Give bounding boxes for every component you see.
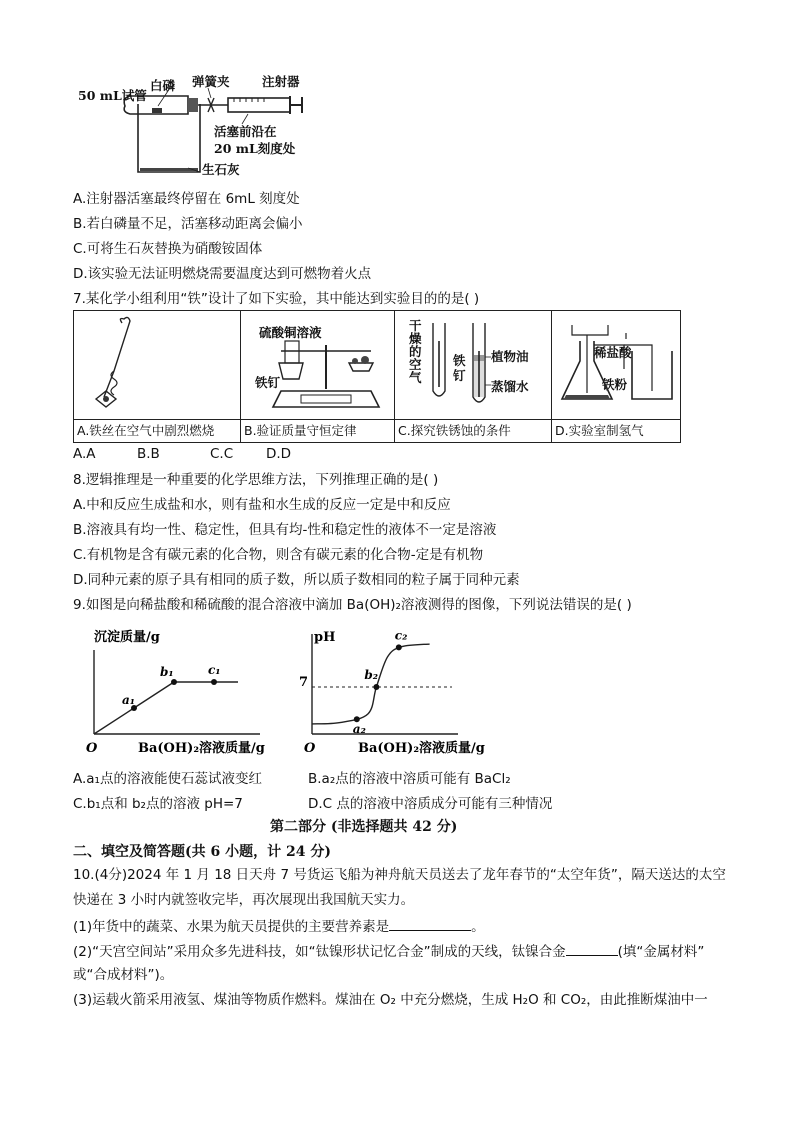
chart2-point-label-2: b₂ [364, 668, 379, 682]
q7-caption-d: D.实验室制氢气 [552, 420, 681, 443]
chart1-origin: O [86, 741, 98, 756]
q7-experiment-table [73, 310, 681, 443]
chart2-point-3 [396, 644, 402, 650]
q7-caption-b: B.验证质量守恒定律 [241, 420, 395, 443]
ph-chart [296, 622, 496, 760]
part2-heading: 第二部分 (非选择题共 42 分) [270, 819, 458, 835]
hydrogen-setup-figure [552, 311, 680, 415]
q7-option-a: A.A [73, 446, 96, 462]
q7-cell-a-figure [74, 311, 241, 420]
label-distilled-water: 蒸馏水 [491, 379, 529, 394]
q8-option-d: D.同种元素的原子具有相同的质子数，所以质子数相同的粒子属于同种元素 [73, 572, 520, 588]
q10-part-1-text: (1)年货中的蔬菜、水果为航天员提供的主要营养素是 [73, 919, 390, 935]
chart1-point-3 [211, 679, 217, 685]
q10-answer-blank-2[interactable] [566, 941, 618, 956]
label-dry-air: 干燥的空气 [409, 318, 422, 385]
chart1-ylabel: 沉淀质量/g [94, 630, 160, 645]
q8-stem: 8.逻辑推理是一种重要的化学思维方法，下列推理正确的是( ) [73, 472, 439, 488]
q7-option-c: C.C [210, 446, 234, 462]
q6-option-d: D.该实验无法证明燃烧需要温度达到可燃物着火点 [73, 266, 372, 282]
label-quicklime: 生石灰 [202, 162, 240, 177]
q9-option-d: D.C 点的溶液中溶质成分可能有三种情况 [308, 796, 553, 812]
label-iron-powder: 铁粉 [602, 377, 628, 392]
q9-option-a: A.a₁点的溶液能使石蕊试液变红 [73, 771, 262, 787]
q10-answer-blank-1[interactable] [389, 916, 471, 931]
label-white-phosphorus: 白磷 [150, 78, 176, 93]
section-heading: 二、填空及简答题(共 6 小题，计 24 分) [73, 844, 331, 860]
chart2-ph7-label: 7 [299, 675, 309, 690]
q7-option-b: B.B [137, 446, 160, 462]
q7-option-d: D.D [266, 446, 292, 462]
q6-option-a: A.注射器活塞最终停留在 6mL 刻度处 [73, 191, 300, 207]
label-dilute-hcl: 稀盐酸 [594, 345, 632, 360]
chart2-ylabel: pH [314, 630, 336, 645]
q7-caption-a: A.铁丝在空气中剧烈燃烧 [74, 420, 241, 443]
q10-line-1: 10.(4分)2024 年 1 月 18 日天舟 7 号货运飞船为神舟航天员送去了龙年春节的“太空年货”，隔天送达的太空 [73, 867, 726, 883]
label-iron-nail-b: 铁钉 [255, 375, 281, 390]
chart1-xlabel: Ba(OH)₂溶液质量/g [138, 741, 265, 756]
q7-caption-c: C.探究铁锈蚀的条件 [395, 420, 552, 443]
precipitate-mass-chart [72, 622, 272, 760]
q10-part-2-cont: 或“合成材料”)。 [73, 967, 174, 983]
chart2-point-label-3: c₂ [394, 628, 408, 643]
chart2-xlabel: Ba(OH)₂溶液质量/g [358, 741, 485, 756]
chart1-point-label-3: c₁ [208, 663, 221, 677]
q7-cell-d-figure [552, 311, 681, 420]
iron-wire-burning-figure [74, 311, 240, 415]
q9-stem: 9.如图是向稀盐酸和稀硫酸的混合溶液中滴加 Ba(OH)₂溶液测得的图像，下列说法错误的是( ) [73, 597, 632, 613]
chart2-point-label-1: a₂ [352, 722, 366, 737]
chart1-point-2 [171, 679, 177, 685]
label-copper-sulfate: 硫酸铜溶液 [259, 325, 322, 340]
label-piston-2: 20 mL刻度处 [214, 141, 296, 156]
label-piston-1: 活塞前沿在 [214, 124, 277, 139]
q8-option-c: C.有机物是含有碳元素的化合物，则含有碳元素的化合物-定是有机物 [73, 547, 484, 563]
q10-part-2-text: (2)“天宫空间站”采用众多先进科技，如“钛镍形状记忆合金”制成的天线，钛镍合金 [73, 944, 566, 960]
q10-part-3: (3)运载火箭采用液氢、煤油等物质作燃料。煤油在 O₂ 中充分燃烧，生成 H₂O 和 CO₂，由此推断煤油中一 [73, 992, 708, 1008]
balance-figure [241, 311, 394, 415]
q7-cell-c-figure [395, 311, 552, 420]
chart2-point-2 [373, 684, 379, 690]
q7-stem: 7.某化学小组利用“铁”设计了如下实验，其中能达到实验目的的是( ) [73, 291, 480, 307]
q6-option-c: C.可将生石灰替换为硝酸铵固体 [73, 241, 263, 257]
q6-option-b: B.若白磷量不足，活塞移动距离会偏小 [73, 216, 303, 232]
label-test-tube: 50 mL试管 [78, 88, 147, 103]
q10-line-2: 快递在 3 小时内就签收完毕，再次展现出我国航天实力。 [73, 892, 415, 908]
chart2-series-line [312, 644, 430, 724]
rust-test-tubes-figure [395, 311, 551, 415]
q7-cell-b-figure [241, 311, 395, 420]
chart1-point-label-1: a₁ [122, 693, 136, 707]
q9-option-b: B.a₂点的溶液中溶质可能有 BaCl₂ [308, 771, 511, 787]
chart1-point-label-2: b₁ [160, 665, 174, 679]
q8-option-a: A.中和反应生成盐和水，则有盐和水生成的反应一定是中和反应 [73, 497, 451, 513]
label-spring-clamp: 弹簧夹 [192, 74, 230, 89]
chart2-origin: O [304, 741, 316, 756]
q10-part-2 [73, 941, 704, 961]
q10-part-2-hint: (填“金属材料” [617, 944, 705, 960]
q8-option-b: B.溶液具有均一性、稳定性，但具有均-性和稳定性的液体不一定是溶液 [73, 522, 497, 538]
q10-part-1-end: 。 [471, 919, 485, 935]
label-syringe: 注射器 [262, 74, 300, 89]
q9-option-c: C.b₁点和 b₂点的溶液 pH=7 [73, 796, 243, 812]
q10-part-1 [73, 916, 485, 936]
label-vegetable-oil: 植物油 [491, 349, 529, 364]
chart1-series-line [94, 682, 238, 734]
label-iron-nail-c: 铁钉 [453, 353, 466, 383]
